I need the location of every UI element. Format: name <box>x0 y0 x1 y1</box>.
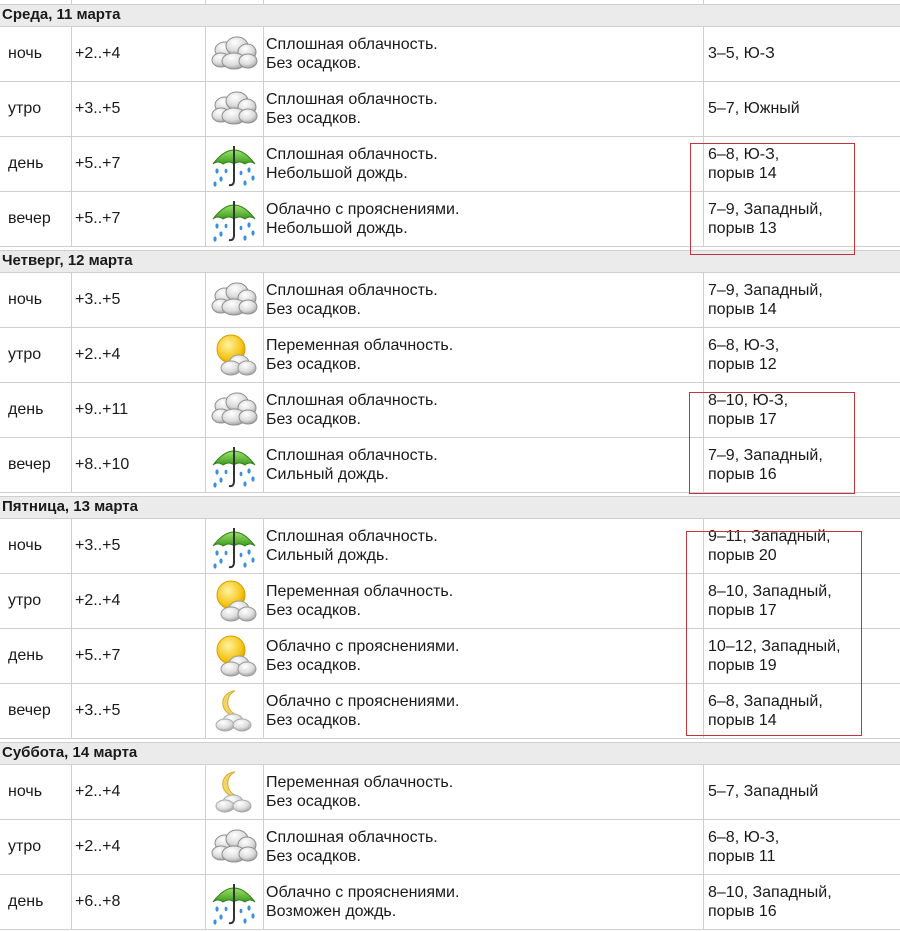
time-of-day: ночь <box>8 291 43 308</box>
sky-condition: Сплошная облачность. <box>266 447 438 464</box>
overcast-cloud-icon <box>205 383 263 438</box>
wind <box>703 328 900 383</box>
forecast-row <box>0 875 900 930</box>
umbrella-rain-icon <box>205 519 263 574</box>
wind-gust: порыв 13 <box>708 220 777 237</box>
wind-gust: порыв 17 <box>708 602 777 619</box>
time-of-day: день <box>8 401 44 418</box>
precipitation: Небольшой дождь. <box>266 220 408 237</box>
sun-cloud-icon <box>205 629 263 684</box>
wind <box>703 438 900 493</box>
time-of-day: вечер <box>8 456 51 473</box>
time-of-day: утро <box>8 592 42 609</box>
weather-description <box>263 438 703 493</box>
wind-speed-direction: 8–10, Западный, <box>708 884 832 901</box>
sky-condition: Сплошная облачность. <box>266 392 438 409</box>
wind-gust: порыв 11 <box>708 848 776 865</box>
precipitation: Без осадков. <box>266 356 361 373</box>
forecast-row <box>0 192 900 247</box>
sun-cloud-icon <box>205 328 263 383</box>
umbrella-rain-icon <box>205 137 263 192</box>
weather-description <box>263 629 703 684</box>
temperature: +2..+4 <box>75 45 121 62</box>
wind-speed-direction: 8–10, Ю-З, <box>708 392 789 409</box>
temperature: +3..+5 <box>75 291 121 308</box>
wind-speed-direction: 9–11, Западный, <box>708 528 831 545</box>
temperature: +2..+4 <box>75 346 121 363</box>
forecast-row <box>0 82 900 137</box>
weather-description <box>263 328 703 383</box>
sky-condition: Сплошная облачность. <box>266 528 438 545</box>
precipitation: Без осадков. <box>266 411 361 428</box>
precipitation: Без осадков. <box>266 55 361 72</box>
forecast-row <box>0 383 900 438</box>
time-of-day: утро <box>8 100 42 117</box>
weather-description <box>263 192 703 247</box>
wind <box>703 82 900 137</box>
temperature: +3..+5 <box>75 537 121 554</box>
wind-gust: порыв 16 <box>708 466 777 483</box>
wind-gust: порыв 16 <box>708 903 777 920</box>
time-of-day: день <box>8 647 44 664</box>
day-header: Суббота, 14 марта <box>0 742 900 764</box>
overcast-cloud-icon <box>205 27 263 82</box>
wind-speed-direction: 6–8, Западный, <box>708 693 823 710</box>
precipitation: Сильный дождь. <box>266 547 389 564</box>
temperature: +8..+10 <box>75 456 130 473</box>
wind-gust: порыв 17 <box>708 411 777 428</box>
sky-condition: Облачно с прояснениями. <box>266 201 460 218</box>
forecast-row <box>0 629 900 684</box>
wind <box>703 273 900 328</box>
moon-cloud-icon <box>205 765 263 820</box>
sky-condition: Сплошная облачность. <box>266 36 438 53</box>
forecast-row <box>0 273 900 328</box>
wind <box>703 383 900 438</box>
precipitation: Без осадков. <box>266 712 361 729</box>
precipitation: Сильный дождь. <box>266 466 389 483</box>
time-of-day: утро <box>8 346 42 363</box>
wind <box>703 765 900 820</box>
wind-gust: порыв 20 <box>708 547 777 564</box>
precipitation: Без осадков. <box>266 657 361 674</box>
wind <box>703 875 900 930</box>
wind-speed-direction: 5–7, Южный <box>708 100 800 117</box>
sky-condition: Переменная облачность. <box>266 583 454 600</box>
forecast-row <box>0 137 900 192</box>
wind <box>703 519 900 574</box>
weather-description <box>263 82 703 137</box>
time-of-day: ночь <box>8 783 43 800</box>
sky-condition: Переменная облачность. <box>266 337 454 354</box>
sky-condition: Сплошная облачность. <box>266 282 438 299</box>
umbrella-rain-icon <box>205 438 263 493</box>
time-of-day: день <box>8 893 44 910</box>
temperature: +6..+8 <box>75 893 121 910</box>
time-of-day: утро <box>8 838 42 855</box>
temperature: +9..+11 <box>75 401 129 418</box>
sun-cloud-icon <box>205 574 263 629</box>
weather-description <box>263 765 703 820</box>
sky-condition: Сплошная облачность. <box>266 829 438 846</box>
wind <box>703 574 900 629</box>
wind-speed-direction: 7–9, Западный, <box>708 447 823 464</box>
day-header: Четверг, 12 марта <box>0 250 900 272</box>
temperature: +3..+5 <box>75 702 121 719</box>
temperature: +2..+4 <box>75 783 121 800</box>
wind-speed-direction: 6–8, Ю-З, <box>708 829 780 846</box>
forecast-row <box>0 574 900 629</box>
wind-speed-direction: 8–10, Западный, <box>708 583 832 600</box>
precipitation: Без осадков. <box>266 110 361 127</box>
wind-speed-direction: 7–9, Западный, <box>708 282 823 299</box>
temperature: +2..+4 <box>75 838 121 855</box>
weather-description <box>263 27 703 82</box>
precipitation: Без осадков. <box>266 848 361 865</box>
wind <box>703 629 900 684</box>
sky-condition: Облачно с прояснениями. <box>266 884 460 901</box>
wind-gust: порыв 14 <box>708 301 777 318</box>
temperature: +5..+7 <box>75 155 121 172</box>
wind <box>703 820 900 875</box>
forecast-row <box>0 820 900 875</box>
sky-condition: Сплошная облачность. <box>266 91 438 108</box>
weather-description <box>263 684 703 739</box>
precipitation: Возможен дождь. <box>266 903 397 920</box>
weather-description <box>263 875 703 930</box>
umbrella-rain-icon <box>205 192 263 247</box>
weather-description <box>263 137 703 192</box>
weather-description <box>263 273 703 328</box>
wind-speed-direction: 5–7, Западный <box>708 783 819 800</box>
precipitation: Без осадков. <box>266 301 361 318</box>
sky-condition: Сплошная облачность. <box>266 146 438 163</box>
umbrella-rain-icon <box>205 875 263 930</box>
forecast-row <box>0 438 900 493</box>
weather-description <box>263 574 703 629</box>
day-header: Среда, 11 марта <box>0 4 900 26</box>
overcast-cloud-icon <box>205 82 263 137</box>
wind-speed-direction: 10–12, Западный, <box>708 638 841 655</box>
moon-cloud-icon <box>205 684 263 739</box>
wind <box>703 684 900 739</box>
day-header: Пятница, 13 марта <box>0 496 900 518</box>
time-of-day: вечер <box>8 210 51 227</box>
precipitation: Небольшой дождь. <box>266 165 408 182</box>
time-of-day: ночь <box>8 45 43 62</box>
weather-description <box>263 820 703 875</box>
sky-condition: Переменная облачность. <box>266 774 454 791</box>
time-of-day: вечер <box>8 702 51 719</box>
forecast-row <box>0 684 900 739</box>
wind-gust: порыв 14 <box>708 165 777 182</box>
temperature: +5..+7 <box>75 647 121 664</box>
temperature: +2..+4 <box>75 592 121 609</box>
temperature: +3..+5 <box>75 100 121 117</box>
wind <box>703 27 900 82</box>
wind-gust: порыв 19 <box>708 657 777 674</box>
forecast-row <box>0 519 900 574</box>
wind <box>703 137 900 192</box>
forecast-row <box>0 765 900 820</box>
wind-speed-direction: 7–9, Западный, <box>708 201 823 218</box>
sky-condition: Облачно с прояснениями. <box>266 638 460 655</box>
sky-condition: Облачно с прояснениями. <box>266 693 460 710</box>
wind-gust: порыв 12 <box>708 356 777 373</box>
precipitation: Без осадков. <box>266 602 361 619</box>
forecast-row <box>0 27 900 82</box>
wind-speed-direction: 6–8, Ю-З, <box>708 337 780 354</box>
wind-speed-direction: 3–5, Ю-З <box>708 45 775 62</box>
forecast-row <box>0 328 900 383</box>
wind-gust: порыв 14 <box>708 712 777 729</box>
time-of-day: день <box>8 155 44 172</box>
weather-description <box>263 519 703 574</box>
overcast-cloud-icon <box>205 820 263 875</box>
wind <box>703 192 900 247</box>
time-of-day: ночь <box>8 537 43 554</box>
overcast-cloud-icon <box>205 273 263 328</box>
precipitation: Без осадков. <box>266 793 361 810</box>
temperature: +5..+7 <box>75 210 121 227</box>
wind-speed-direction: 6–8, Ю-З, <box>708 146 780 163</box>
weather-description <box>263 383 703 438</box>
